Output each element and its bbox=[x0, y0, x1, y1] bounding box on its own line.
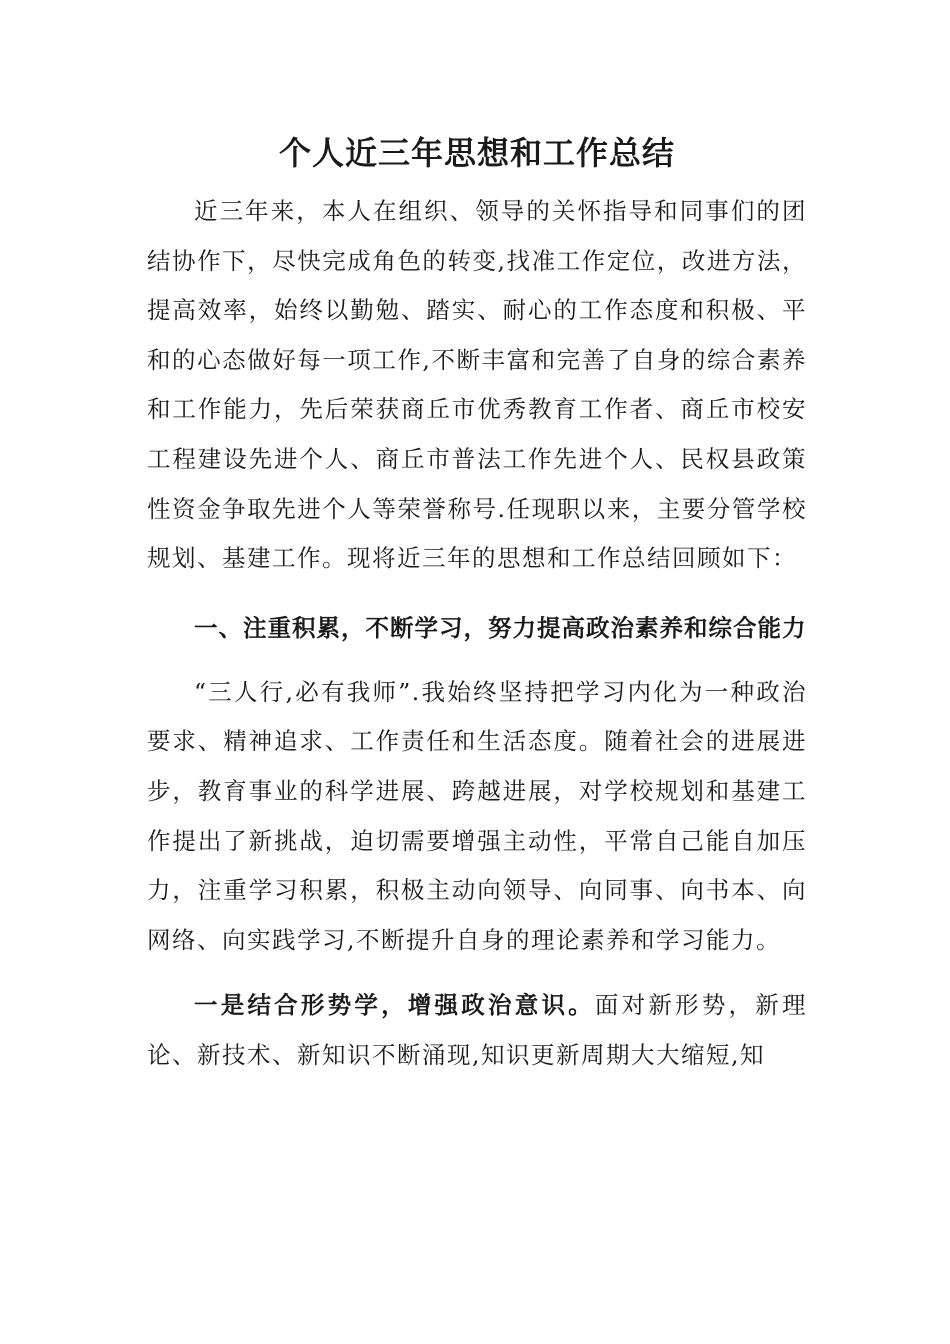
spacer bbox=[147, 965, 807, 981]
point-1-lead: 一是结合形势学，增强政治意识。 bbox=[194, 991, 595, 1020]
intro-paragraph: 近三年来，本人在组织、领导的关怀指导和同事们的团结协作下，尽快完成角色的转变,找准工作定位，改进方法，提高效率，始终以勤勉、踏实、耐心的工作态度和积极、平和的心态做好每一项工作,不断丰富和完善了自身的综合素养和工作能力，先后荣获商丘市优秀教育工作者、商丘市校安工程建设先进个人、商丘市普法工作先进个人、民权县政策性资金争取先进个人等荣誉称号.任现职以来，主要分管学校规划、基建工作。现将近三年的思想和工作总结回顾如下： bbox=[147, 197, 807, 573]
section-heading-1: 一、注重积累，不断学习，努力提高政治素养和综合能力 bbox=[194, 613, 807, 642]
section-1-paragraph: “三人行,必有我师”.我始终坚持把学习内化为一种政治要求、精神追求、工作责任和生活态度。随着社会的进展进步，教育事业的科学进展、跨越进展，对学校规划和基建工作提出了新挑战，迫切需要增强主动性，平常自己能自加压力，注重学习积累，积极主动向领导、向同事、向书本、向网络、向实践学习,不断提升自身的理论素养和学习能力。 bbox=[147, 677, 807, 954]
document-page bbox=[147, 125, 807, 1081]
document-title: 个人近三年思想和工作总结 bbox=[278, 134, 675, 172]
point-1-paragraph bbox=[147, 981, 807, 1080]
spacer bbox=[147, 584, 807, 600]
point-1-text: 面对新形势，新理论、新技术、新知识不断涌现,知识更新周期大大缩短,知 bbox=[147, 991, 808, 1069]
